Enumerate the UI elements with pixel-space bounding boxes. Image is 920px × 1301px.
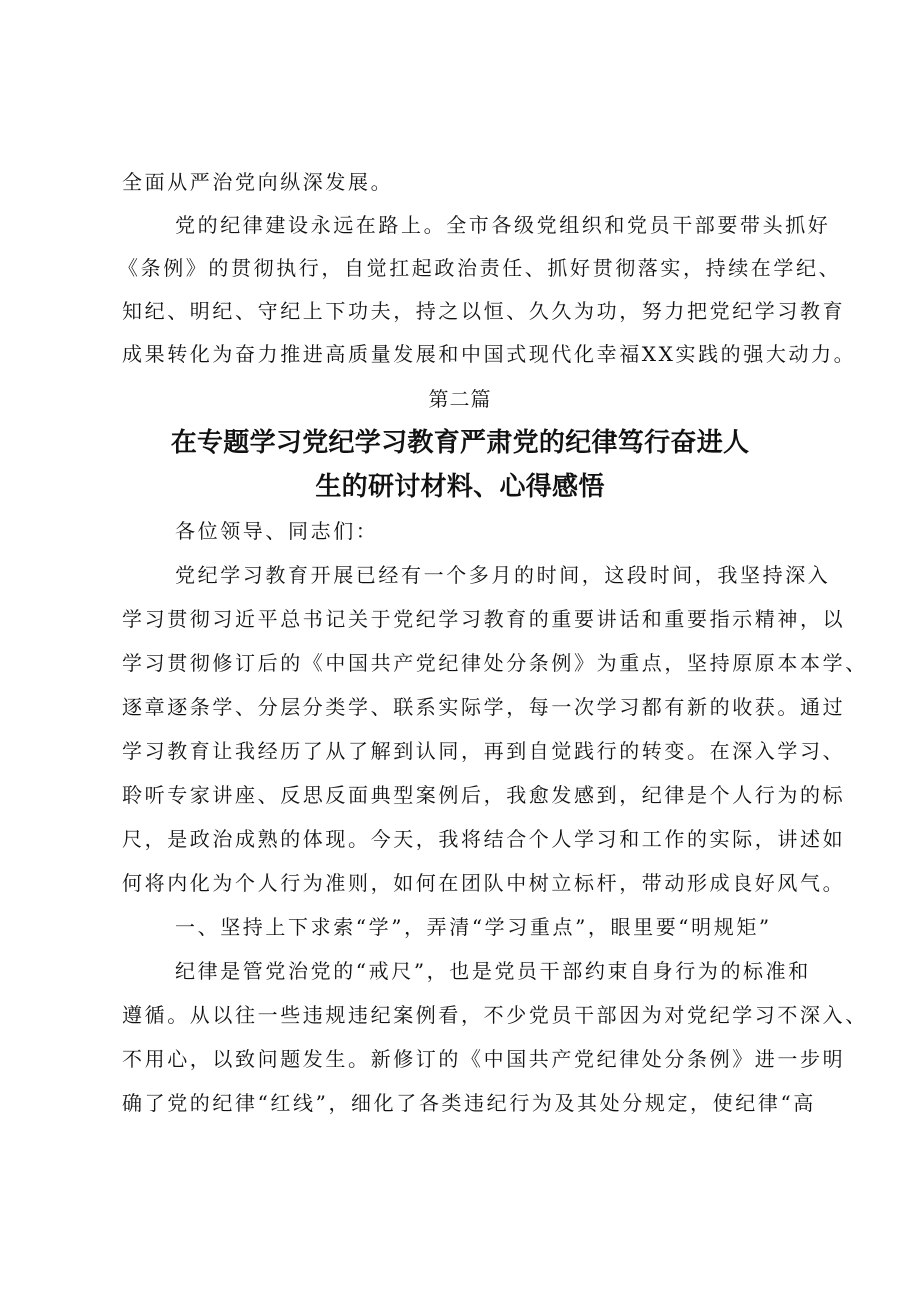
section-heading: 一、坚持上下求索“学”，弄清“学习重点”，眼里要“明规矩” (175, 915, 772, 939)
paragraph-line: 纪律是管党治党的“戒尺”，也是党员干部约束自身行为的标准和 (175, 959, 811, 983)
paragraph-line: 聆听专家讲座、反思反面典型案例后，我愈发感到，纪律是个人行为的标 (122, 783, 846, 807)
paragraph-line: 成果转化为奋力推进高质量发展和中国式现代化幸福XX实践的强大动力。 (122, 342, 857, 366)
paragraph-line: 《条例》的贯彻执行，自觉扛起政治责任、抓好贯彻落实，持续在学纪、 (118, 256, 842, 280)
paragraph-line: 确了党的纪律“红线”，细化了各类违纪行为及其处分规定，使纪律“高 (122, 1091, 816, 1115)
paragraph-line: 尺，是政治成熟的体现。今天，我将结合个人学习和工作的实际，讲述如 (122, 827, 846, 851)
paragraph-line: 全面从严治党向纵深发展。 (122, 170, 394, 194)
salutation: 各位领导、同志们： (175, 519, 379, 543)
paragraph-line: 学习贯彻修订后的《中国共产党纪律处分条例》为重点，坚持原原本本学、 (122, 651, 868, 675)
paragraph-line: 党的纪律建设永远在路上。全市各级党组织和党员干部要带头抓好 (175, 213, 831, 237)
paragraph-line: 学习教育让我经历了从了解到认同，再到自觉践行的转变。在深入学习、 (122, 739, 846, 763)
paragraph-line: 逐章逐条学、分层分类学、联系实际学，每一次学习都有新的收获。通过 (122, 695, 846, 719)
paragraph-line: 不用心，以致问题发生。新修订的《中国共产党纪律处分条例》进一步明 (122, 1047, 846, 1071)
paragraph-line: 遵循。从以往一些违规违纪案例看，不少党员干部因为对党纪学习不深入、 (122, 1003, 868, 1027)
paragraph-line: 党纪学习教育开展已经有一个多月的时间，这段时间，我坚持深入 (175, 563, 831, 587)
section-label: 第二篇 (428, 387, 492, 411)
paragraph-line: 何将内化为个人行为准则，如何在团队中树立标杆，带动形成良好风气。 (122, 871, 846, 895)
document-title: 在专题学习党纪学习教育严肃党的纪律笃行奋进人 (170, 428, 750, 458)
paragraph-line: 知纪、明纪、守纪上下功夫，持之以恒、久久为功，努力把党纪学习教育 (122, 299, 846, 323)
document-title-continued: 生的研讨材料、心得感悟 (315, 472, 605, 502)
paragraph-line: 学习贯彻习近平总书记关于党纪学习教育的重要讲话和重要指示精神，以 (122, 607, 846, 631)
